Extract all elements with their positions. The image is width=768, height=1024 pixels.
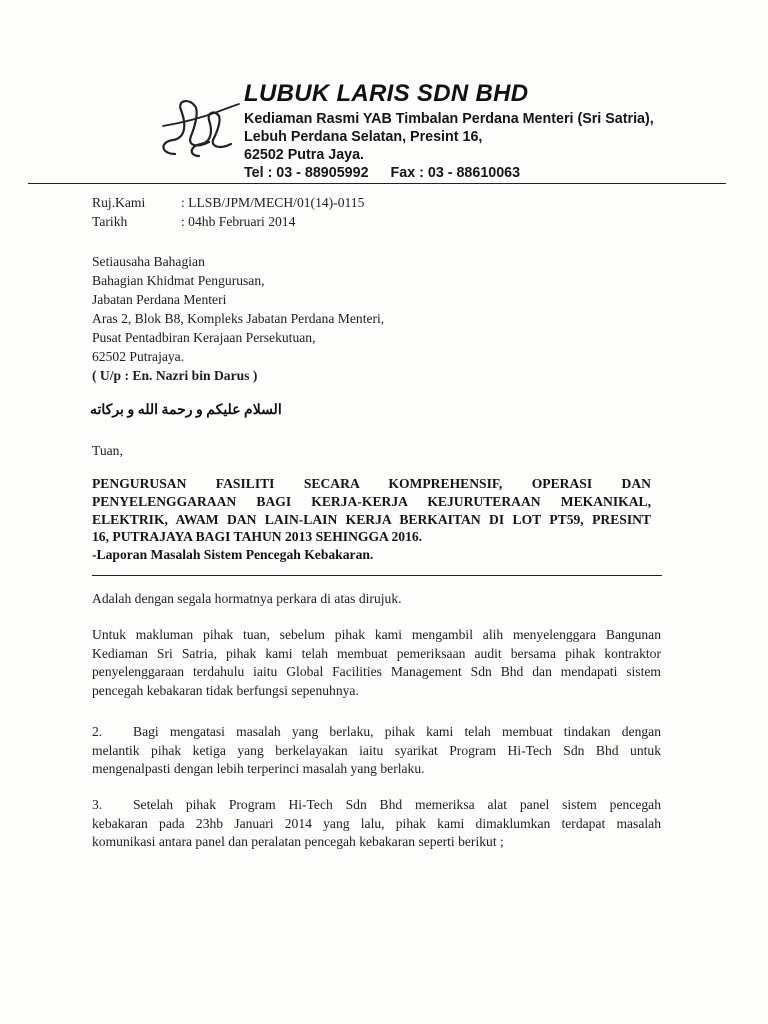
subject-line: PENYELENGGARAAN BAGI KERJA-KERJA KEJURUTERAAN MEKANIKAL, (92, 493, 651, 509)
paragraph-line: Adalah dengan segala hormatnya perkara di atas dirujuk. (92, 591, 402, 606)
body-paragraph-3 (92, 723, 661, 779)
telephone-number: Tel : 03 - 88905992 (244, 165, 369, 181)
body-paragraph-2 (92, 626, 661, 700)
subject-line: ELEKTRIK, AWAM DAN LAIN-LAIN KERJA BERKAITAN DI LOT PT59, PRESINT (92, 511, 651, 527)
body-paragraph-1 (92, 590, 661, 609)
recipient-line: Pusat Pentadbiran Kerajaan Persekutuan, (92, 330, 316, 345)
paragraph-line (92, 796, 661, 815)
paragraph-line: penyelenggaraan terdahulu iaitu Global Facilities Management Sdn Bhd dan mendapati sistem (92, 664, 661, 680)
paragraph-text: Setelah pihak Program Hi-Tech Sdn Bhd memeriksa alat panel sistem pencegah (133, 797, 661, 812)
company-name: LUBUK LARIS SDN BHD (244, 80, 529, 107)
recipient-line: 62502 Putrajaya. (92, 349, 185, 364)
address-line-3: 62502 Putra Jaya. (244, 147, 365, 163)
recipient-line: Bahagian Khidmat Pengurusan, (92, 273, 265, 288)
paragraph-line (92, 723, 661, 742)
address-line-2: Lebuh Perdana Selatan, Presint 16, (244, 129, 483, 145)
paragraph-number: 2. (92, 724, 103, 739)
subject-underline (92, 575, 662, 576)
reference-label: Ruj.Kami (92, 195, 146, 210)
fax-number: Fax : 03 - 88610063 (390, 165, 521, 181)
subject-subtitle: -Laporan Masalah Sistem Pencegah Kebakaran. (92, 547, 374, 563)
recipient-line: Jabatan Perdana Menteri (92, 292, 227, 307)
subject-block (92, 475, 651, 564)
paragraph-number: 3. (92, 797, 103, 812)
subject-line: PENGURUSAN FASILITI SECARA KOMPREHENSIF, OPERASI DAN (92, 476, 651, 491)
greeting: Tuan, (92, 443, 123, 458)
subject-line: 16, PUTRAJAYA BAGI TAHUN 2013 SEHINGGA 2016. (92, 529, 423, 545)
reference-value: : LLSB/JPM/MECH/01(14)-0115 (181, 195, 365, 210)
letterhead-divider (28, 183, 726, 184)
date-value: : 04hb Februari 2014 (181, 214, 296, 229)
paragraph-line: komunikasi antara panel dan peralatan pencegah kebakaran seperti berikut ; (92, 834, 504, 850)
date-label: Tarikh (92, 214, 128, 229)
arabic-salutation: السلام عليكم و رحمة الله و بركاته (90, 403, 282, 418)
company-logo-icon (155, 96, 245, 160)
paragraph-line: mengenalpasti dengan lebih terperinci masalah yang berlaku. (92, 761, 425, 777)
paragraph-text: Bagi mengatasi masalah yang berlaku, pihak kami telah membuat tindakan dengan (133, 724, 661, 739)
recipient-address (92, 252, 384, 385)
recipient-line: Setiausaha Bahagian (92, 254, 205, 269)
body-paragraph-4 (92, 796, 661, 852)
address-line-1: Kediaman Rasmi YAB Timbalan Perdana Menteri (Sri Satria), (244, 111, 654, 127)
paragraph-line: Kediaman Sri Satria, pihak kami telah membuat pemeriksaan audit bersama pihak kontraktor (92, 645, 661, 661)
paragraph-line: kebakaran pada 23hb Januari 2014 yang lalu, pihak kami dimaklumkan terdapat masalah (92, 815, 661, 831)
paragraph-line: melantik pihak ketiga yang berkelayakan iaitu syarikat Program Hi-Tech Sdn Bhd untuk (92, 742, 661, 758)
paragraph-line: pencegah kebakaran tidak berfungsi sepenuhnya. (92, 682, 359, 698)
contact-line (244, 165, 520, 181)
recipient-line: Aras 2, Blok B8, Kompleks Jabatan Perdana Menteri, (92, 311, 385, 326)
recipient-attention: ( U/p : En. Nazri bin Darus ) (92, 368, 258, 383)
paragraph-line: Untuk makluman pihak tuan, sebelum pihak kami mengambil alih menyelenggara Bangunan (92, 627, 661, 642)
